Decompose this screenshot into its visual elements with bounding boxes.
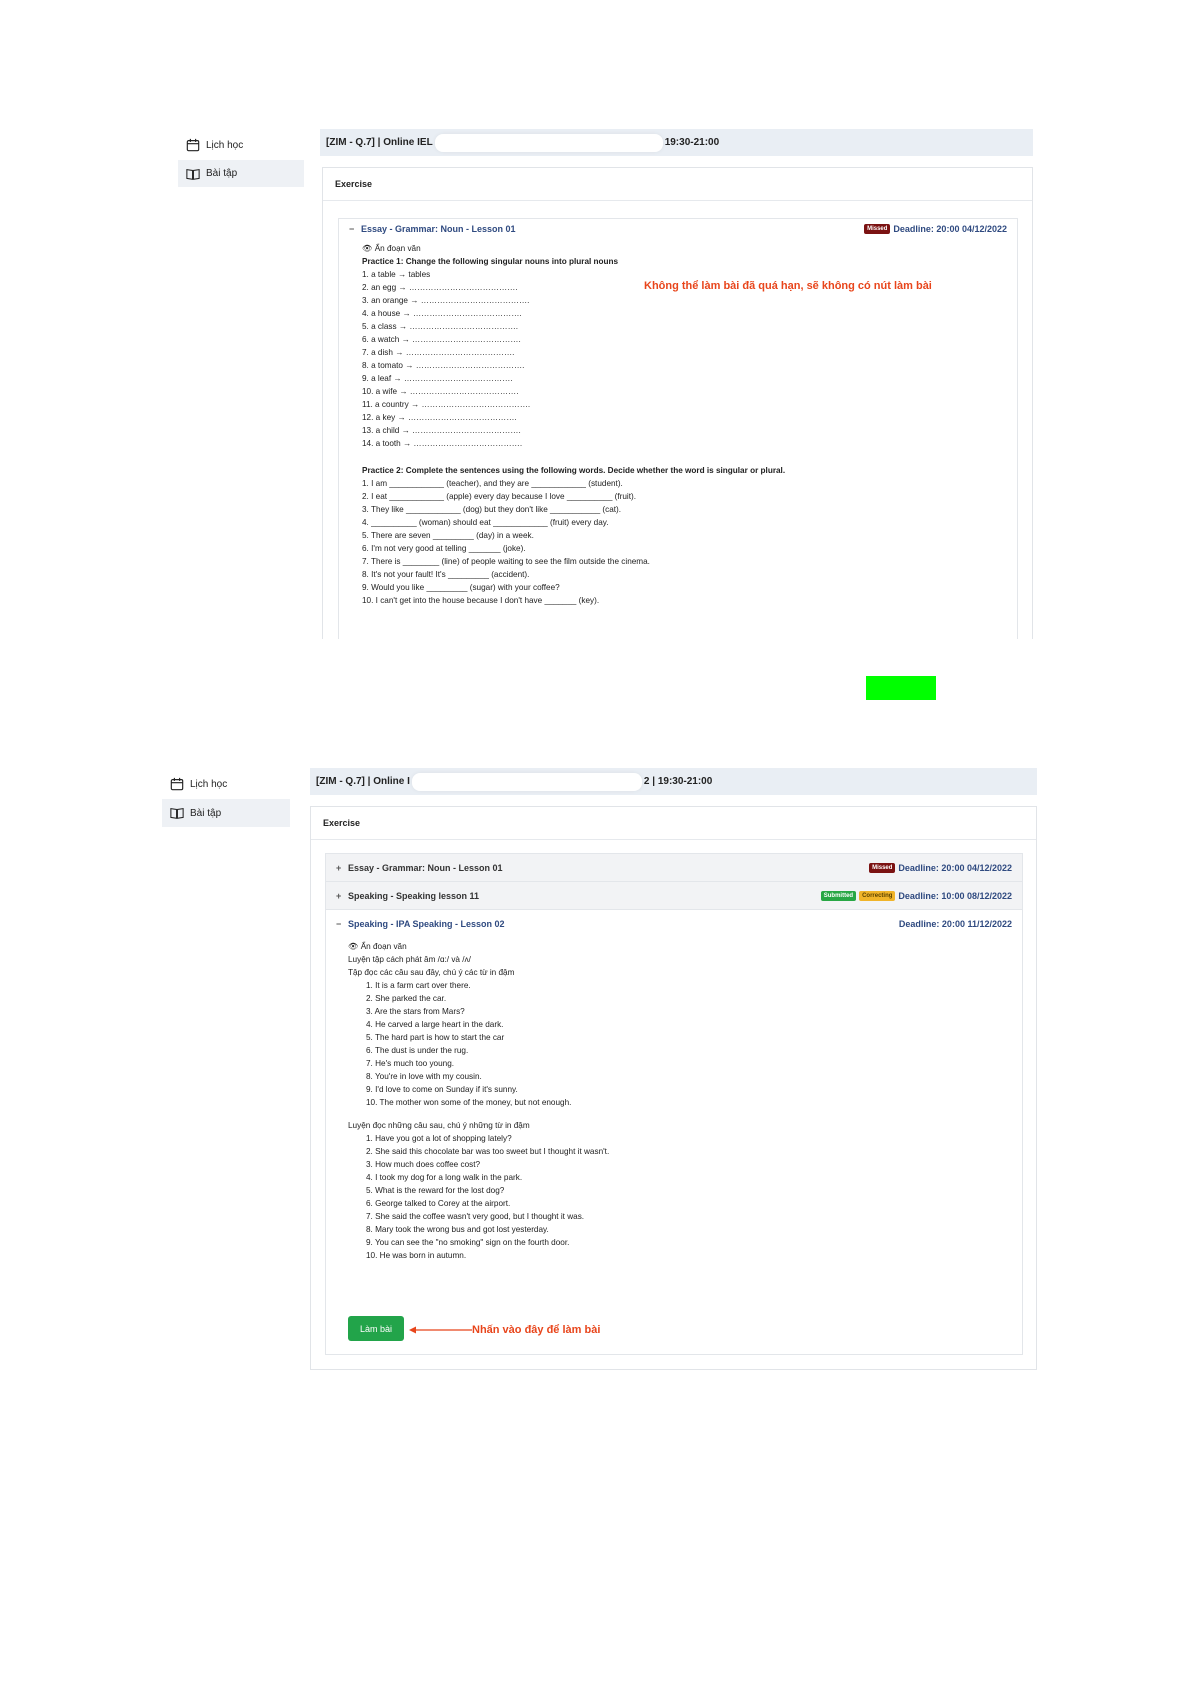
class-title-right: 19:30-21:00: [664, 137, 720, 148]
list-item: 7. a dish → ………………………………….: [362, 348, 515, 357]
expand-icon[interactable]: +: [336, 890, 342, 901]
intro-text: Luyện tập cách phát âm /ɑ:/ và /ʌ/: [348, 955, 471, 964]
list-item: 1. Have you got a lot of shopping lately?: [366, 1134, 512, 1143]
list-item: 4. a house → ………………………………….: [362, 309, 522, 318]
lesson-list: [325, 853, 1023, 1355]
deadline-text: Deadline: 20:00 04/12/2022: [893, 224, 1007, 234]
class-title-right: 2 | 19:30-21:00: [643, 776, 713, 787]
list-item: 2. I eat ____________ (apple) every day because I love __________ (fruit).: [362, 492, 637, 501]
redacted-area: [412, 773, 642, 791]
lesson-title: Speaking - IPA Speaking - Lesson 02: [348, 919, 505, 929]
book-icon: [170, 806, 184, 820]
list-item: 10. The mother won some of the money, but not enough.: [366, 1098, 572, 1107]
class-title-left: [ZIM - Q.7] | Online IEL: [326, 137, 433, 148]
deadline-text: Deadline: 20:00 11/12/2022: [898, 919, 1012, 929]
collapse-icon[interactable]: −: [336, 919, 342, 929]
collapse-icon[interactable]: −: [349, 224, 355, 234]
sidebar-item-homework[interactable]: [162, 799, 290, 827]
list-item: 12. a key → ………………………………….: [362, 413, 517, 422]
class-title-bar: [320, 129, 1033, 156]
lesson-header[interactable]: [326, 882, 1022, 910]
lesson-header[interactable]: [326, 854, 1022, 882]
sidebar-item-label: Bài tập: [190, 807, 222, 819]
lesson-content: [339, 242, 1017, 607]
lesson-header[interactable]: [326, 910, 1022, 938]
deadline-text: Deadline: 10:00 08/12/2022: [898, 890, 1012, 901]
toggle-label: Ẩn đoạn văn: [374, 244, 421, 253]
list-item: 6. I'm not very good at telling _______ (joke).: [362, 544, 526, 553]
list-item: 10. He was born in autumn.: [366, 1251, 467, 1260]
lesson-title: Speaking - Speaking lesson 11: [348, 890, 480, 901]
book-icon: [186, 167, 200, 181]
list-item: 11. a country → ………………………………….: [362, 400, 531, 409]
list-item: 5. What is the reward for the lost dog?: [366, 1186, 505, 1195]
toggle-label: Ẩn đoạn văn: [360, 942, 407, 951]
list-item: 14. a tooth → ………………………………….: [362, 439, 523, 448]
list-item: 7. There is ________ (line) of people waiting to see the film outside the cinema.: [362, 557, 650, 566]
list-item: 5. The hard part is how to start the car: [366, 1033, 505, 1042]
list-item: 10. I can't get into the house because I don't have _______ (key).: [362, 596, 600, 605]
list-item: 8. You're in love with my cousin.: [366, 1072, 482, 1081]
list-item: 4. I took my dog for a long walk in the park.: [366, 1173, 523, 1182]
eye-icon: 👁: [362, 244, 373, 253]
deadline-text: Deadline: 20:00 04/12/2022: [898, 862, 1012, 873]
list-item: 9. a leaf → ………………………………….: [362, 374, 513, 383]
practice-heading: Practice 2: Complete the sentences using the following words. Decide whether the word is singular or plural.: [362, 466, 786, 475]
calendar-icon: [186, 138, 200, 152]
lesson-header[interactable]: [339, 219, 1017, 239]
status-badge: Submitted: [821, 891, 856, 901]
list-item: 5. There are seven _________ (day) in a week.: [362, 531, 534, 540]
list-item: 3. They like ____________ (dog) but they don't like ___________ (cat).: [362, 505, 622, 514]
lesson-content: [326, 940, 1022, 1262]
sidebar-item-label: Lịch học: [190, 778, 228, 790]
exercise-heading: Exercise: [323, 168, 1032, 201]
list-item: 8. It's not your fault! It's _________ (accident).: [362, 570, 530, 579]
list-item: 9. You can see the "no smoking" sign on the fourth door.: [366, 1238, 570, 1247]
list-item: 3. an orange → ………………………………….: [362, 296, 530, 305]
list-item: 6. George talked to Corey at the airport.: [366, 1199, 511, 1208]
list-item: 2. She said this chocolate bar was too sweet but I thought it wasn't.: [366, 1147, 610, 1156]
list-item: 7. He's much too young.: [366, 1059, 455, 1068]
list-item: 2. She parked the car.: [366, 994, 447, 1003]
list-item: 6. The dust is under the rug.: [366, 1046, 469, 1055]
list-item: 2. an egg → ………………………………….: [362, 283, 518, 292]
status-badge: Correcting: [859, 891, 895, 901]
sidebar-item-schedule[interactable]: [178, 134, 304, 156]
redacted-area: [435, 134, 663, 152]
status-badge: Missed: [864, 224, 890, 234]
list-item: 8. a tomato → ………………………………….: [362, 361, 525, 370]
toggle-passage[interactable]: [348, 940, 1022, 953]
list-item: 1. a table → tables: [362, 270, 431, 279]
list-item: 1. It is a farm cart over there.: [366, 981, 471, 990]
list-item: 9. Would you like _________ (sugar) with your coffee?: [362, 583, 560, 592]
sidebar-item-label: Lịch học: [206, 139, 244, 151]
list-item: 1. I am ____________ (teacher), and they are ____________ (student).: [362, 479, 623, 488]
list-item: 6. a watch → ………………………………….: [362, 335, 521, 344]
class-title-left: [ZIM - Q.7] | Online I: [316, 776, 410, 787]
list-item: 10. a wife → ………………………………….: [362, 387, 519, 396]
exercise-heading: Exercise: [311, 807, 1036, 840]
lesson-title: Essay - Grammar: Noun - Lesson 01: [361, 224, 516, 234]
intro-text: Luyện đọc những câu sau, chú ý những từ in đậm: [348, 1121, 530, 1130]
expand-icon[interactable]: +: [336, 862, 342, 873]
annotation-arrow: [408, 1324, 474, 1336]
sidebar-item-homework[interactable]: [178, 160, 304, 187]
eye-icon: 👁: [348, 942, 359, 951]
class-title-bar: [310, 768, 1037, 795]
intro-text: Tập đọc các câu sau đây, chú ý các từ in đậm: [348, 968, 515, 977]
list-item: 8. Mary took the wrong bus and got lost yesterday.: [366, 1225, 549, 1234]
list-item: 4. He carved a large heart in the dark.: [366, 1020, 504, 1029]
lesson-title: Essay - Grammar: Noun - Lesson 01: [348, 862, 503, 873]
annotation-no-button: Không thể làm bài đã quá hạn, sẽ không có nút làm bài: [644, 280, 932, 292]
do-exercise-button[interactable]: Làm bài: [348, 1316, 404, 1341]
list-item: 5. a class → ………………………………….: [362, 322, 519, 331]
practice-heading: Practice 1: Change the following singular nouns into plural nouns: [362, 257, 619, 266]
status-badge: Missed: [869, 863, 895, 873]
list-item: 4. __________ (woman) should eat ____________ (fruit) every day.: [362, 518, 609, 527]
highlight-marker: [866, 676, 936, 700]
sidebar-item-schedule[interactable]: [162, 772, 290, 796]
annotation-click-here: Nhấn vào đây để làm bài: [472, 1324, 601, 1336]
sidebar-item-label: Bài tập: [206, 168, 238, 179]
calendar-icon: [170, 777, 184, 791]
list-item: 13. a child → ………………………………….: [362, 426, 521, 435]
list-item: 9. I'd love to come on Sunday if it's sunny.: [366, 1085, 518, 1094]
list-item: 7. She said the coffee wasn't very good, but I thought it was.: [366, 1212, 585, 1221]
toggle-passage[interactable]: [362, 242, 1017, 255]
list-item: 3. Are the stars from Mars?: [366, 1007, 465, 1016]
list-item: 3. How much does coffee cost?: [366, 1160, 481, 1169]
